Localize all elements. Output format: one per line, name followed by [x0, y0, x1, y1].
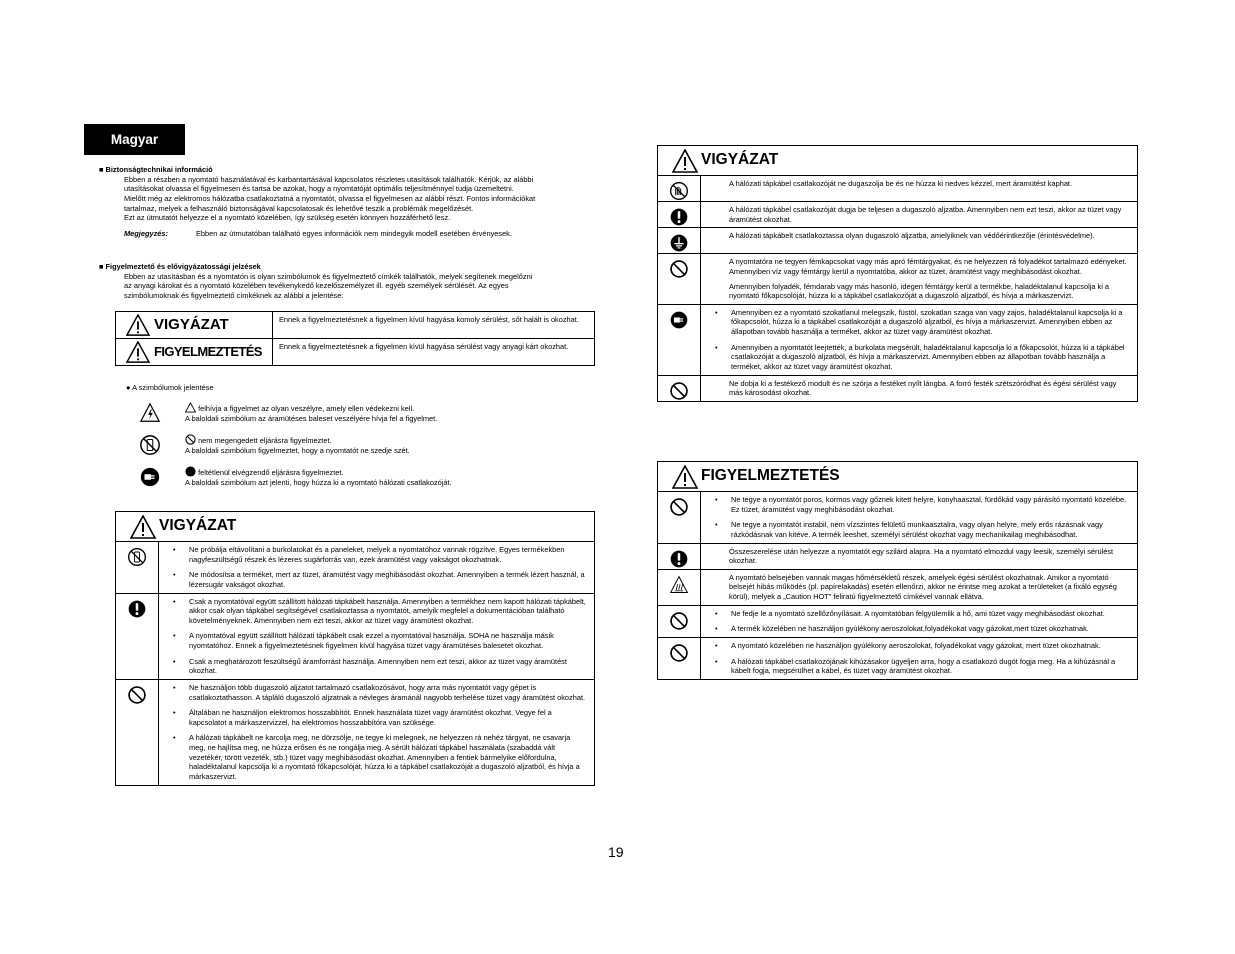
bullet-item: • Általában ne használjon elektromos hosszabbítót. Ennek használata tüzet vagy áramütést okozhat. Vegye fel a kapcsolatot a márkaszervizzel, ha elektromos hosszabbítóra van szüksége. — [189, 708, 586, 727]
bullet-item: • Ne tegye a nyomtatót poros, kormos vagy gőznek kitett helyre, konyhaasztal, fürdőkád vagy párásító nyomtató közelébe. Ez tüzet, áramütést vagy meghibásodást okozhat. — [731, 495, 1129, 514]
mandatory-icon — [669, 207, 689, 227]
warning-labels-heading: ■ Figyelmeztető és elővigyázatossági jelzések — [99, 262, 261, 271]
left-caution-row — [116, 594, 594, 680]
legend-table — [115, 311, 595, 366]
no-disassembly-icon — [127, 547, 147, 567]
paragraph: A hálózati tápkábelt csatlakoztassa olyan dugaszoló aljzatba, amelyiknek van védőérintkezője (érintésvédelme). — [729, 231, 1095, 241]
left-caution-row-icon-cell — [116, 594, 159, 679]
left-caution-row-icon-cell — [116, 680, 159, 785]
bullet-item: • A nyomtató közelében ne használjon gyúlékony aeroszolokat, folyadékokat vagy gázokat, mert tüzet okozhatnak. — [731, 641, 1129, 651]
safety-info-section — [99, 165, 619, 238]
right-warning-box — [657, 461, 1138, 680]
right-caution-row — [658, 376, 1137, 401]
right-caution-row — [658, 202, 1137, 228]
left-caution-title: VIGYÁZAT — [159, 517, 237, 535]
filled-circle-icon — [185, 466, 196, 477]
symbol-row-lightning — [115, 402, 437, 424]
note — [99, 229, 619, 239]
right-warning-row-icon-cell — [658, 492, 701, 543]
right-warning-row — [658, 638, 1137, 679]
triangle-outline-icon — [185, 402, 196, 413]
bullet-item: • Ne tegye a nyomtatót instabil, nem vízszintes felületű munkaasztalra, vagy olyan helyre, mely erős rázásnak vagy rázkódásnak van kitéve. A termék leeshet, személyi sérülést okozhat vagy mechanikailag meghibásodhat. — [731, 520, 1129, 539]
language-tab: Magyar — [84, 124, 185, 155]
right-caution-title: VIGYÁZAT — [701, 151, 779, 169]
paragraph: Amennyiben folyadék, fémdarab vagy más hasonló, idegen fémtárgy kerül a termékbe, haladéktalanul kapcsolja ki a nyomtató főkapcsolóját, húzza ki a tápkábel csatlakozóját a dugaszoló aljzatból, és hívja a márkaszervizt. — [729, 281, 1110, 301]
prohibited-icon — [669, 643, 689, 663]
text-line: Mielőtt még az elektromos hálózatba csatlakoztatná a nyomtatót, olvassa el figyelmesen az alábbi részt. Fontos információkat — [124, 193, 536, 203]
right-caution-row-text — [701, 254, 1137, 304]
warning-triangle-icon — [672, 149, 698, 173]
symbol-mandatory-line2: A baloldali szimbólum azt jelenti, hogy húzza ki a nyomtató hálózati csatlakozóját. — [185, 477, 452, 487]
no-disassembly-icon — [139, 434, 161, 456]
right-caution-row-text — [701, 305, 1137, 375]
right-caution-row — [658, 254, 1137, 305]
warning-triangle-icon — [672, 465, 698, 489]
left-caution-row — [116, 542, 594, 594]
right-caution-row-text — [701, 176, 1137, 201]
right-warning-row-icon-cell — [658, 606, 701, 637]
mandatory-icon — [127, 599, 147, 619]
text-line: utasításokat olvassa el figyelmesen és tartsa be azokat, hogy a nyomtatóját optimális teljesítménnyel tudja üzemeltetni. — [124, 184, 514, 194]
right-warning-row — [658, 606, 1137, 638]
safety-info-heading: ■ Biztonságtechnikai információ — [99, 165, 213, 174]
page-number: 19 — [608, 844, 624, 860]
left-caution-row-text — [159, 680, 594, 785]
bullet-item: • Ne módosítsa a terméket, mert az tüzet, áramütést vagy meghibásodást okozhat. Amennyiben a termék lézert használ, a lézersugár vakságot okozhat. — [189, 570, 586, 589]
right-caution-header — [658, 146, 1137, 176]
right-caution-row-text — [701, 376, 1137, 401]
paragraph: A nyomtató belsejében vannak magas hőmérsékletű részek, amelyek égési sérülést okozhatnak. Amikor a nyomtató belsejét hibás működés (pl. papírelakadás) esetén ellenőrzi, akkor ne érintse meg azokat a területeket (a fixáló egység körül), melyek a „Caution HOT" feliratú figyelmeztető címkével vannak ellátva. — [729, 572, 1117, 601]
legend-warning-text: Ennek a figyelmeztetésnek a figyelmen kívül hagyása sérülést vagy anyagi kárt okozhat. — [279, 342, 569, 351]
right-caution-row-icon-cell — [658, 202, 701, 227]
legend-warning-label: FIGYELMEZTETÉS — [116, 339, 273, 365]
warning-labels-section — [99, 262, 619, 301]
right-warning-row-icon-cell — [658, 544, 701, 569]
right-warning-row-text — [701, 606, 1137, 637]
right-caution-row — [658, 176, 1137, 202]
note-label: Megjegyzés: — [124, 228, 168, 238]
lightning-triangle-icon — [139, 402, 161, 424]
left-caution-row-text — [159, 594, 594, 679]
bullet-item: • Ne próbálja eltávolítani a burkolatokat és a paneleket, melyek a nyomtatóhoz vannak rögzítve. Egyes termékekben nagyfeszültségű részek és lézeres sugárforrás van, ezek áramütést vagy vakságot okozhatnak. — [189, 545, 586, 564]
text-line: az anyagi károkat és a nyomtató közelében tevékenykedő kezelőszemélyzet ill. egyéb személyek sérülését. Az egyes — [124, 281, 509, 291]
right-caution-row-icon-cell — [658, 228, 701, 253]
right-warning-row — [658, 570, 1137, 606]
right-caution-row-icon-cell — [658, 376, 701, 401]
prohibited-icon — [669, 611, 689, 631]
paragraph: Ne dobja ki a festékező modult és ne szórja a festéket nyílt lángba. A forró festék szétszóródhat és égési sérülést vagy más károsodást okozhat. — [729, 378, 1117, 398]
right-warning-header — [658, 462, 1137, 492]
right-caution-row-text — [701, 228, 1137, 253]
right-warning-row-text — [701, 638, 1137, 679]
right-warning-row-text — [701, 492, 1137, 543]
symbol-row-mandatory — [115, 466, 452, 488]
legend-row-warning — [116, 339, 594, 365]
text-line: szimbólumoknak és figyelmeztető címkéknek az alábbi a jelentése: — [124, 290, 344, 300]
warning-triangle-icon — [126, 314, 150, 336]
mandatory-icon — [669, 549, 689, 569]
symbols-heading: ● A szimbólumok jelentése — [126, 383, 214, 392]
paragraph: Összeszerelése után helyezze a nyomtatót egy szilárd alapra. Ha a nyomtató elmozdul vagy leesik, személyi sérülést okozhat. — [729, 546, 1114, 566]
note-text: Ebben az útmutatóban található egyes információk nem mindegyik modell esetében érvényesek. — [196, 228, 512, 238]
bullet-item: • Ne használjon több dugaszoló aljzatot tartalmazó csatlakozósávot, hogy arra más nyomtatót vagy gépet is csatlakoztathasson. A tápláló dugaszoló aljzatnak a névleges áramánál nagyobb terhelése tüzet vagy áramütést okozhat. — [189, 683, 586, 702]
bullet-item: • Amennyiben ez a nyomtató szokatlanul melegszik, füstöl, szokatlan szaga van vagy zajos, haladéktalanul kapcsolja ki a főkapcsolót, húzza ki a tápkábel csatlakozóját a dugaszoló aljzatból, és hívja a márkaszervizt. Amennyiben ebben az állapotban tovább használja a terméket, akkor az tüzet vagy áramütést okozhat. — [731, 308, 1129, 337]
no-wet-hands-icon — [669, 181, 689, 201]
paragraph: A hálózati tápkábel csatlakozóját dugja be teljesen a dugaszoló aljzatba. Amennyiben nem ezt teszi, akkor az tüzet vagy áramütést okozhat. — [729, 205, 1122, 224]
warning-triangle-icon — [130, 515, 156, 539]
bullet-item: • A nyomtatóval együtt szállított hálózati tápkábelt csak ezzel a nyomtatóval használja. SOHA ne használja másik nyomtatóhoz. Ennek a figyelmeztetésnek figyelmen kívül hagyása tüzet vagy áramütéses balesetet okozhat. — [189, 631, 586, 650]
symbol-lightning-line2: A baloldali szimbólum az áramütéses baleset veszélyére hívja fel a figyelmet. — [185, 413, 438, 423]
right-caution-row — [658, 305, 1137, 376]
prohibited-icon — [669, 259, 689, 279]
right-warning-row-text — [701, 570, 1137, 605]
text-line: Ezt az útmutatót helyezze el a nyomtató közelében, így szükség esetén könnyen hozzáférhető lesz. — [124, 213, 451, 223]
prohibited-icon — [669, 381, 689, 401]
text-line: Ebben a részben a nyomtató használatával és karbantartásával kapcsolatos részletes utasítások találhatók. Kérjük, az alábbi — [124, 174, 534, 184]
text-line: Ebben az utasításban és a nyomtatón is olyan szimbólumok és figyelmeztető címkék találhatók, melyek segítenek megelőzni — [124, 271, 533, 281]
right-warning-row-icon-cell — [658, 570, 701, 605]
left-caution-row-icon-cell — [116, 542, 159, 593]
legend-caution-text: Ennek a figyelmeztetésnek a figyelmen kívül hagyása komoly sérülést, sőt halált is okozhat. — [279, 315, 579, 324]
bullet-item: • A hálózati tápkábelt ne karcolja meg, ne dörzsölje, ne tegye ki melegnek, ne helyezzen rá nehéz tárgyat, ne csavarja meg, ne hajlítsa meg, ne húzza erősen és ne rongálja meg. A sérült hálózati tápkábel használata (szabaddá vált vezetékér, törött vezeték, stb.) tüzet vagy meghibásodást okozhat. Amennyiben a fentiek bármelyike előfordulna, haladéktalanul kapcsolja ki a nyomtató főkapcsolóját, húzza ki a tápkábel csatlakozóját a dugaszoló aljzatból, és hívja a márkaszervizt. — [189, 733, 586, 781]
right-caution-row-icon-cell — [658, 254, 701, 304]
symbol-prohibited-line2: A baloldali szimbólum figyelmeztet, hogy a nyomtatót ne szedje szét. — [185, 445, 410, 455]
left-caution-row-text — [159, 542, 594, 593]
right-warning-title: FIGYELMEZTETÉS — [701, 467, 840, 485]
bullet-item: • Amennyiben a nyomtatót leejtették, a burkolata megsérült, haladéktalanul kapcsolja ki a főkapcsolót, húzza ki a tápkábel csatlakozóját a dugaszoló aljzatból, és hívja a márkaszervizt. Amennyiben ebben az állapotban tovább használja a terméket, akkor az tüzet vagy áramütést okozhat. — [731, 343, 1129, 372]
paragraph: A hálózati tápkábel csatlakozóját ne dugaszolja be és ne húzza ki nedves kézzel, mert áramütést kaphat. — [729, 179, 1073, 188]
legend-row-caution — [116, 312, 594, 339]
hot-surface-icon — [669, 575, 689, 595]
right-caution-row-icon-cell — [658, 176, 701, 201]
safety-info-body — [99, 175, 619, 223]
right-warning-row — [658, 492, 1137, 544]
left-caution-header — [116, 512, 594, 542]
symbol-row-prohibited — [115, 434, 410, 456]
right-caution-row-icon-cell — [658, 305, 701, 375]
prohibited-small-icon — [185, 434, 196, 445]
unplug-icon — [139, 466, 161, 488]
prohibited-icon — [127, 685, 147, 705]
text-line: tartalmaz, melyek a felhasználó biztonságával kapcsolatosak és lehetővé teszik a problémák megelőzését. — [124, 203, 474, 213]
right-caution-row-text — [701, 202, 1137, 227]
right-warning-row-text — [701, 544, 1137, 569]
bullet-item: • Ne fedje le a nyomtató szellőzőnyílásait. A nyomtatóban felgyülemlik a hő, ami tüzet vagy meghibásodást okozhat. — [731, 609, 1129, 619]
right-warning-row-icon-cell — [658, 638, 701, 679]
right-caution-row — [658, 228, 1137, 254]
bullet-item: • A termék közelében ne használjon gyúlékony aeroszolokat,folyadékokat vagy gázokat,mert tüzet okozhatnak. — [731, 624, 1129, 634]
right-warning-row — [658, 544, 1137, 570]
symbol-lightning-line1: felhívja a figyelmet az olyan veszélyre, amely ellen védekezni kell. — [198, 404, 415, 413]
symbol-prohibited-line1: nem megengedett eljárásra figyelmeztet. — [198, 436, 332, 445]
legend-caution-label: VIGYÁZAT — [116, 312, 273, 338]
left-caution-row — [116, 680, 594, 785]
right-caution-box — [657, 145, 1138, 402]
bullet-item: • Csak a meghatározott feszültségű áramforrást használja. Amennyiben nem ezt teszi, akkor az tüzet vagy áramütést okozhat. — [189, 657, 586, 676]
paragraph: A nyomtatóra ne tegyen fémkapcsokat vagy más apró fémtárgyakat, és ne helyezzen rá folyadékot tartalmazó edényeket. Amennyiben víz vagy fémtárgy kerül a nyomtatóba, akkor az tüzet, áramütést vagy meghibásodást okozhat. — [729, 257, 1127, 276]
left-caution-box — [115, 511, 595, 786]
prohibited-icon — [669, 497, 689, 517]
symbol-mandatory-line1: feltétlenül elvégzendő eljárásra figyelmeztet. — [198, 468, 344, 477]
warning-triangle-icon — [126, 341, 150, 363]
ground-icon — [669, 233, 689, 253]
bullet-item: • Csak a nyomtatóval együtt szállított hálózati tápkábelt használja. Amennyiben a termékhez nem kapott hálózati tápkábelt, akkor csak olyan tápkábel segítségével csatlakoztassa a nyomtatót, amelyik megfelel a dokumentációban található követelményeknek. Amennyiben nem ezt teszi, akkor az tüzet vagy áramütést okozhat. — [189, 597, 586, 626]
unplug-icon — [669, 310, 689, 330]
warning-labels-body — [99, 272, 619, 301]
bullet-item: • A hálózati tápkábel csatlakozójának kihúzásakor ügyeljen arra, hogy a csatlakozó dugót fogja meg. Ha a kihúzásnál a kábelt fogja, megsérülhet a kábel, és tüzet vagy áramütést okozhat. — [731, 657, 1129, 676]
